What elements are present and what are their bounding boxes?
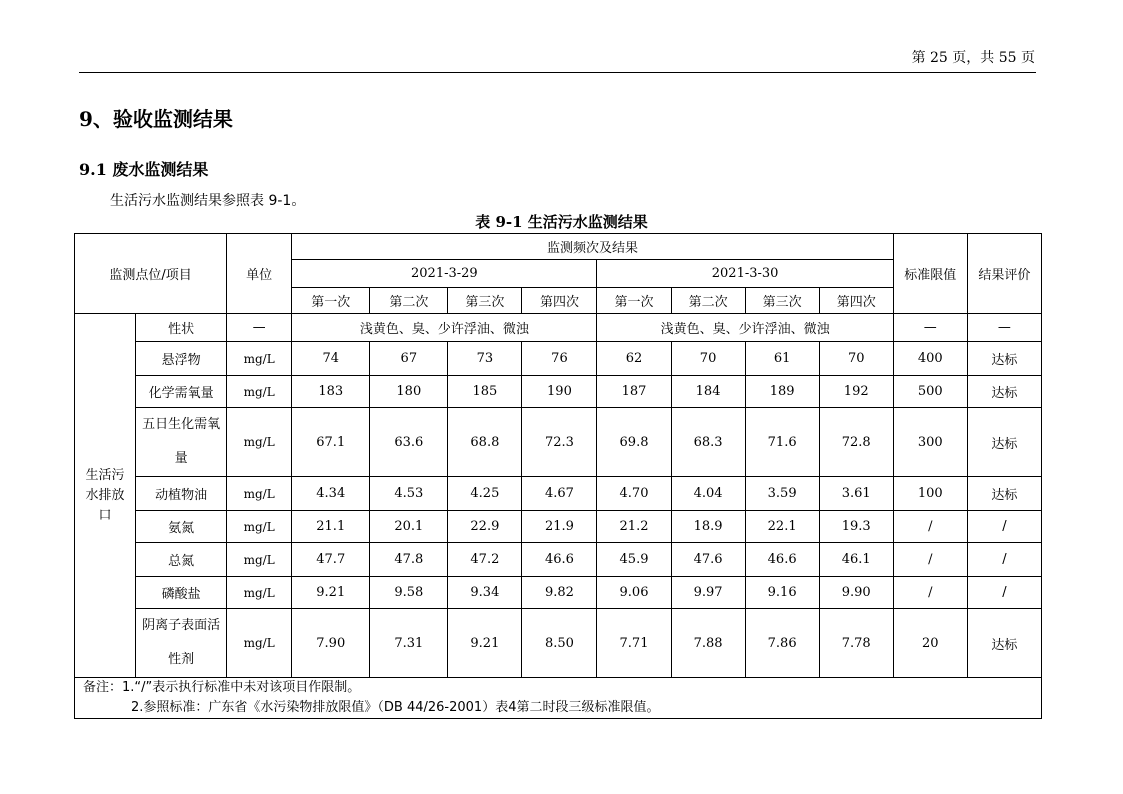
value-cell: 9.90 xyxy=(819,577,893,609)
value-cell: 46.1 xyxy=(819,543,893,577)
item-name: 磷酸盐 xyxy=(136,577,227,609)
value-cell: 180 xyxy=(370,376,448,408)
section-title: 9、验收监测结果 xyxy=(79,107,233,131)
item-name: 化学需氧量 xyxy=(136,376,227,408)
value-cell: 9.58 xyxy=(370,577,448,609)
value-cell: 7.71 xyxy=(597,609,671,678)
value-cell: 18.9 xyxy=(671,511,745,543)
header-frequency: 监测频次及结果 xyxy=(292,234,894,260)
evaluation-cell: 达标 xyxy=(967,342,1041,376)
table-notes xyxy=(75,678,1042,719)
session-header: 第三次 xyxy=(448,288,522,314)
unit-cell: mg/L xyxy=(227,342,292,376)
location-cell: 生活污水排放口 xyxy=(75,314,136,678)
value-cell: 7.90 xyxy=(292,609,370,678)
value-cell: 46.6 xyxy=(745,543,819,577)
results-table xyxy=(74,233,1042,719)
evaluation-cell: / xyxy=(967,577,1041,609)
value-cell: 187 xyxy=(597,376,671,408)
page-number: 第 25 页，共 55 页 xyxy=(911,50,1035,66)
session-header: 第一次 xyxy=(292,288,370,314)
unit-cell: mg/L xyxy=(227,477,292,511)
value-cell: 9.06 xyxy=(597,577,671,609)
value-cell: 76 xyxy=(522,342,597,376)
standard-cell: 100 xyxy=(893,477,967,511)
value-cell: 9.21 xyxy=(292,577,370,609)
unit-cell: mg/L xyxy=(227,609,292,678)
unit-cell: mg/L xyxy=(227,408,292,477)
value-cell: 21.9 xyxy=(522,511,597,543)
value-cell: 46.6 xyxy=(522,543,597,577)
item-name: 氨氮 xyxy=(136,511,227,543)
value-cell: 3.61 xyxy=(819,477,893,511)
property-day1: 浅黄色、臭、少许浮油、微浊 xyxy=(292,314,597,342)
value-cell: 74 xyxy=(292,342,370,376)
value-cell: 67 xyxy=(370,342,448,376)
standard-cell: / xyxy=(893,577,967,609)
item-name: 五日生化需氧量 xyxy=(136,408,227,477)
unit-cell: mg/L xyxy=(227,543,292,577)
value-cell: 22.9 xyxy=(448,511,522,543)
value-cell: 185 xyxy=(448,376,522,408)
session-header: 第二次 xyxy=(370,288,448,314)
header-unit: 单位 xyxy=(227,234,292,314)
value-cell: 8.50 xyxy=(522,609,597,678)
value-cell: 61 xyxy=(745,342,819,376)
session-header: 第四次 xyxy=(522,288,597,314)
value-cell: 7.86 xyxy=(745,609,819,678)
value-cell: 9.97 xyxy=(671,577,745,609)
evaluation-cell: 达标 xyxy=(967,477,1041,511)
standard-cell: — xyxy=(893,314,967,342)
value-cell: 183 xyxy=(292,376,370,408)
value-cell: 4.67 xyxy=(522,477,597,511)
value-cell: 68.3 xyxy=(671,408,745,477)
evaluation-cell: 达标 xyxy=(967,609,1041,678)
value-cell: 21.2 xyxy=(597,511,671,543)
value-cell: 68.8 xyxy=(448,408,522,477)
value-cell: 47.2 xyxy=(448,543,522,577)
date-day2: 2021-3-30 xyxy=(597,260,893,288)
value-cell: 4.53 xyxy=(370,477,448,511)
value-cell: 70 xyxy=(819,342,893,376)
standard-cell: 20 xyxy=(893,609,967,678)
item-name: 性状 xyxy=(136,314,227,342)
value-cell: 189 xyxy=(745,376,819,408)
header-standard: 标准限值 xyxy=(893,234,967,314)
evaluation-cell: 达标 xyxy=(967,408,1041,477)
evaluation-cell: 达标 xyxy=(967,376,1041,408)
value-cell: 19.3 xyxy=(819,511,893,543)
note-line-1: 备注：1.“/”表示执行标准中未对该项目作限制。 xyxy=(83,680,361,695)
session-header: 第一次 xyxy=(597,288,671,314)
value-cell: 9.21 xyxy=(448,609,522,678)
value-cell: 71.6 xyxy=(745,408,819,477)
item-name: 悬浮物 xyxy=(136,342,227,376)
value-cell: 47.8 xyxy=(370,543,448,577)
standard-cell: 400 xyxy=(893,342,967,376)
date-day1: 2021-3-29 xyxy=(292,260,597,288)
value-cell: 9.82 xyxy=(522,577,597,609)
evaluation-cell: — xyxy=(967,314,1041,342)
value-cell: 20.1 xyxy=(370,511,448,543)
value-cell: 4.34 xyxy=(292,477,370,511)
note-line-2: 2.参照标准：广东省《水污染物排放限值》（DB 44/26-2001）表4第二时段三级标准限值。 xyxy=(131,700,660,715)
property-day2: 浅黄色、臭、少许浮油、微浊 xyxy=(597,314,893,342)
unit-cell: — xyxy=(227,314,292,342)
item-name: 阴离子表面活性剂 xyxy=(136,609,227,678)
value-cell: 72.8 xyxy=(819,408,893,477)
value-cell: 4.04 xyxy=(671,477,745,511)
value-cell: 9.16 xyxy=(745,577,819,609)
value-cell: 47.6 xyxy=(671,543,745,577)
header-point-item: 监测点位/项目 xyxy=(75,234,227,314)
intro-text: 生活污水监测结果参照表 9-1。 xyxy=(110,193,306,209)
table-caption: 表 9-1 生活污水监测结果 xyxy=(475,213,648,231)
value-cell: 72.3 xyxy=(522,408,597,477)
standard-cell: / xyxy=(893,543,967,577)
value-cell: 184 xyxy=(671,376,745,408)
item-name: 动植物油 xyxy=(136,477,227,511)
value-cell: 67.1 xyxy=(292,408,370,477)
header-rule xyxy=(79,72,1036,73)
value-cell: 45.9 xyxy=(597,543,671,577)
value-cell: 63.6 xyxy=(370,408,448,477)
value-cell: 47.7 xyxy=(292,543,370,577)
value-cell: 7.78 xyxy=(819,609,893,678)
value-cell: 69.8 xyxy=(597,408,671,477)
value-cell: 62 xyxy=(597,342,671,376)
unit-cell: mg/L xyxy=(227,577,292,609)
value-cell: 4.25 xyxy=(448,477,522,511)
session-header: 第三次 xyxy=(745,288,819,314)
standard-cell: 500 xyxy=(893,376,967,408)
standard-cell: / xyxy=(893,511,967,543)
header-evaluation: 结果评价 xyxy=(967,234,1041,314)
value-cell: 22.1 xyxy=(745,511,819,543)
item-name: 总氮 xyxy=(136,543,227,577)
unit-cell: mg/L xyxy=(227,376,292,408)
value-cell: 9.34 xyxy=(448,577,522,609)
value-cell: 73 xyxy=(448,342,522,376)
value-cell: 3.59 xyxy=(745,477,819,511)
value-cell: 70 xyxy=(671,342,745,376)
value-cell: 7.88 xyxy=(671,609,745,678)
session-header: 第四次 xyxy=(819,288,893,314)
value-cell: 190 xyxy=(522,376,597,408)
standard-cell: 300 xyxy=(893,408,967,477)
value-cell: 7.31 xyxy=(370,609,448,678)
value-cell: 4.70 xyxy=(597,477,671,511)
evaluation-cell: / xyxy=(967,511,1041,543)
session-header: 第二次 xyxy=(671,288,745,314)
evaluation-cell: / xyxy=(967,543,1041,577)
unit-cell: mg/L xyxy=(227,511,292,543)
subsection-title: 9.1 废水监测结果 xyxy=(79,160,209,179)
value-cell: 192 xyxy=(819,376,893,408)
value-cell: 21.1 xyxy=(292,511,370,543)
